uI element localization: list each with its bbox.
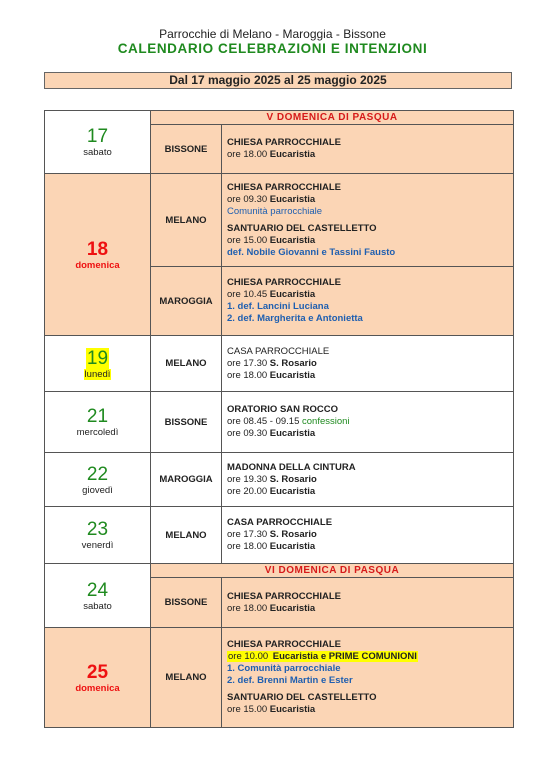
day-name: sabato bbox=[83, 147, 112, 158]
day-number: 25 bbox=[86, 661, 109, 683]
celebration: S. Rosario bbox=[269, 529, 317, 540]
place-label: MELANO bbox=[151, 628, 222, 727]
intention: 2. def. Brenni Martin e Ester bbox=[227, 675, 353, 686]
day-name: mercoledì bbox=[76, 427, 119, 438]
intention: def. Nobile Giovanni e Tassini Fausto bbox=[227, 246, 396, 258]
event-details bbox=[222, 628, 513, 727]
day-cell bbox=[45, 174, 151, 335]
time: ore 17.30 bbox=[227, 529, 270, 540]
day-number: 24 bbox=[86, 579, 109, 601]
day-row-22 bbox=[45, 452, 513, 506]
day-name: sabato bbox=[83, 600, 112, 612]
location: CHIESA PARROCCHIALE bbox=[227, 639, 342, 650]
event-details bbox=[222, 125, 513, 173]
celebration: Eucaristia bbox=[269, 485, 316, 497]
day-cell bbox=[45, 392, 151, 452]
day-name: domenica bbox=[75, 259, 120, 271]
date-range: Dal 17 maggio 2025 al 25 maggio 2025 bbox=[44, 72, 512, 89]
location: SANTUARIO DEL CASTELLETTO bbox=[227, 692, 377, 703]
calendar-table bbox=[44, 110, 514, 728]
intention: Comunità parrocchiale bbox=[227, 205, 323, 217]
location: SANTUARIO DEL CASTELLETTO bbox=[227, 222, 377, 234]
event-details bbox=[222, 267, 513, 335]
celebration: Eucaristia bbox=[269, 369, 316, 381]
time: ore 17.30 bbox=[227, 357, 270, 369]
day-row-25 bbox=[45, 627, 513, 727]
sunday-banner: V DOMENICA DI PASQUA bbox=[151, 111, 513, 125]
event-details bbox=[222, 392, 513, 452]
celebration: Eucaristia bbox=[269, 149, 316, 160]
parishes-line: Parrocchie di Melano - Maroggia - Bissone bbox=[159, 27, 386, 41]
event-details bbox=[222, 174, 513, 266]
day-number: 19 bbox=[86, 347, 109, 369]
day-cell bbox=[45, 564, 151, 627]
time: ore 10.00 bbox=[228, 651, 271, 662]
time: ore 15.00 bbox=[227, 704, 270, 715]
location: CHIESA PARROCCHIALE bbox=[227, 181, 342, 193]
time: ore 18.00 bbox=[227, 149, 270, 160]
time: ore 19.30 bbox=[227, 473, 270, 485]
time: ore 08.45 - 09.15 bbox=[227, 416, 302, 427]
day-row-18 bbox=[45, 173, 513, 335]
celebration: Eucaristia bbox=[269, 234, 316, 246]
celebration: S. Rosario bbox=[269, 473, 317, 485]
confessions: confessioni bbox=[302, 416, 350, 427]
celebration: Eucaristia bbox=[269, 541, 316, 552]
event-details bbox=[222, 453, 513, 506]
place-label: BISSONE bbox=[151, 578, 222, 627]
time: ore 18.00 bbox=[227, 541, 270, 552]
intention: 1. Comunità parrocchiale bbox=[227, 663, 341, 674]
place-label: BISSONE bbox=[151, 392, 222, 452]
celebration: Eucaristia bbox=[269, 704, 316, 715]
sunday-banner: VI DOMENICA DI PASQUA bbox=[151, 564, 513, 578]
day-name: giovedì bbox=[82, 484, 113, 496]
time: ore 09.30 bbox=[227, 428, 270, 439]
day-row-23 bbox=[45, 506, 513, 563]
day-number: 21 bbox=[86, 406, 109, 427]
day-name: lunedì bbox=[84, 368, 111, 380]
day-number: 18 bbox=[86, 238, 109, 260]
event-details bbox=[222, 578, 513, 627]
place-label: MELANO bbox=[151, 507, 222, 563]
location: CHIESA PARROCCHIALE bbox=[227, 590, 342, 602]
day-cell bbox=[45, 453, 151, 506]
day-row-17 bbox=[45, 111, 513, 173]
location: CASA PARROCCHIALE bbox=[227, 345, 330, 357]
time: ore 09.30 bbox=[227, 193, 270, 205]
place-label: MELANO bbox=[151, 174, 222, 266]
celebration: S. Rosario bbox=[269, 357, 317, 369]
day-cell bbox=[45, 336, 151, 391]
day-name: domenica bbox=[75, 682, 120, 694]
time: ore 15.00 bbox=[227, 234, 270, 246]
place-label: BISSONE bbox=[151, 125, 222, 173]
day-cell bbox=[45, 628, 151, 727]
day-cell bbox=[45, 111, 151, 173]
place-label: MELANO bbox=[151, 336, 222, 391]
celebration: Eucaristia bbox=[269, 289, 316, 300]
event-details bbox=[222, 336, 513, 391]
time: ore 18.00 bbox=[227, 369, 270, 381]
celebration: Eucaristia bbox=[269, 428, 316, 439]
calendar-title: CALENDARIO CELEBRAZIONI E INTENZIONI bbox=[117, 41, 428, 56]
location: CHIESA PARROCCHIALE bbox=[227, 277, 342, 288]
day-name: venerdì bbox=[81, 540, 114, 551]
intention: 1. def. Lancini Luciana bbox=[227, 301, 329, 312]
celebration: Eucaristia bbox=[269, 602, 316, 614]
location: CASA PARROCCHIALE bbox=[227, 517, 333, 528]
time: ore 18.00 bbox=[227, 602, 270, 614]
event-details bbox=[222, 507, 513, 563]
location: MADONNA DELLA CINTURA bbox=[227, 461, 356, 473]
day-number: 23 bbox=[86, 519, 109, 540]
day-number: 22 bbox=[86, 463, 109, 485]
day-row-21 bbox=[45, 391, 513, 452]
day-row-19 bbox=[45, 335, 513, 391]
celebration: Eucaristia e PRIME COMUNIONI bbox=[272, 651, 417, 662]
location: ORATORIO SAN ROCCO bbox=[227, 404, 339, 415]
day-row-24 bbox=[45, 563, 513, 627]
location: CHIESA PARROCCHIALE bbox=[227, 137, 342, 148]
intention: 2. def. Margherita e Antonietta bbox=[227, 313, 363, 324]
day-number: 17 bbox=[86, 126, 109, 147]
place-label: MAROGGIA bbox=[151, 453, 222, 506]
celebration: Eucaristia bbox=[269, 193, 316, 205]
time: ore 10.45 bbox=[227, 289, 270, 300]
place-label: MAROGGIA bbox=[151, 267, 222, 335]
day-cell bbox=[45, 507, 151, 563]
time: ore 20.00 bbox=[227, 485, 270, 497]
